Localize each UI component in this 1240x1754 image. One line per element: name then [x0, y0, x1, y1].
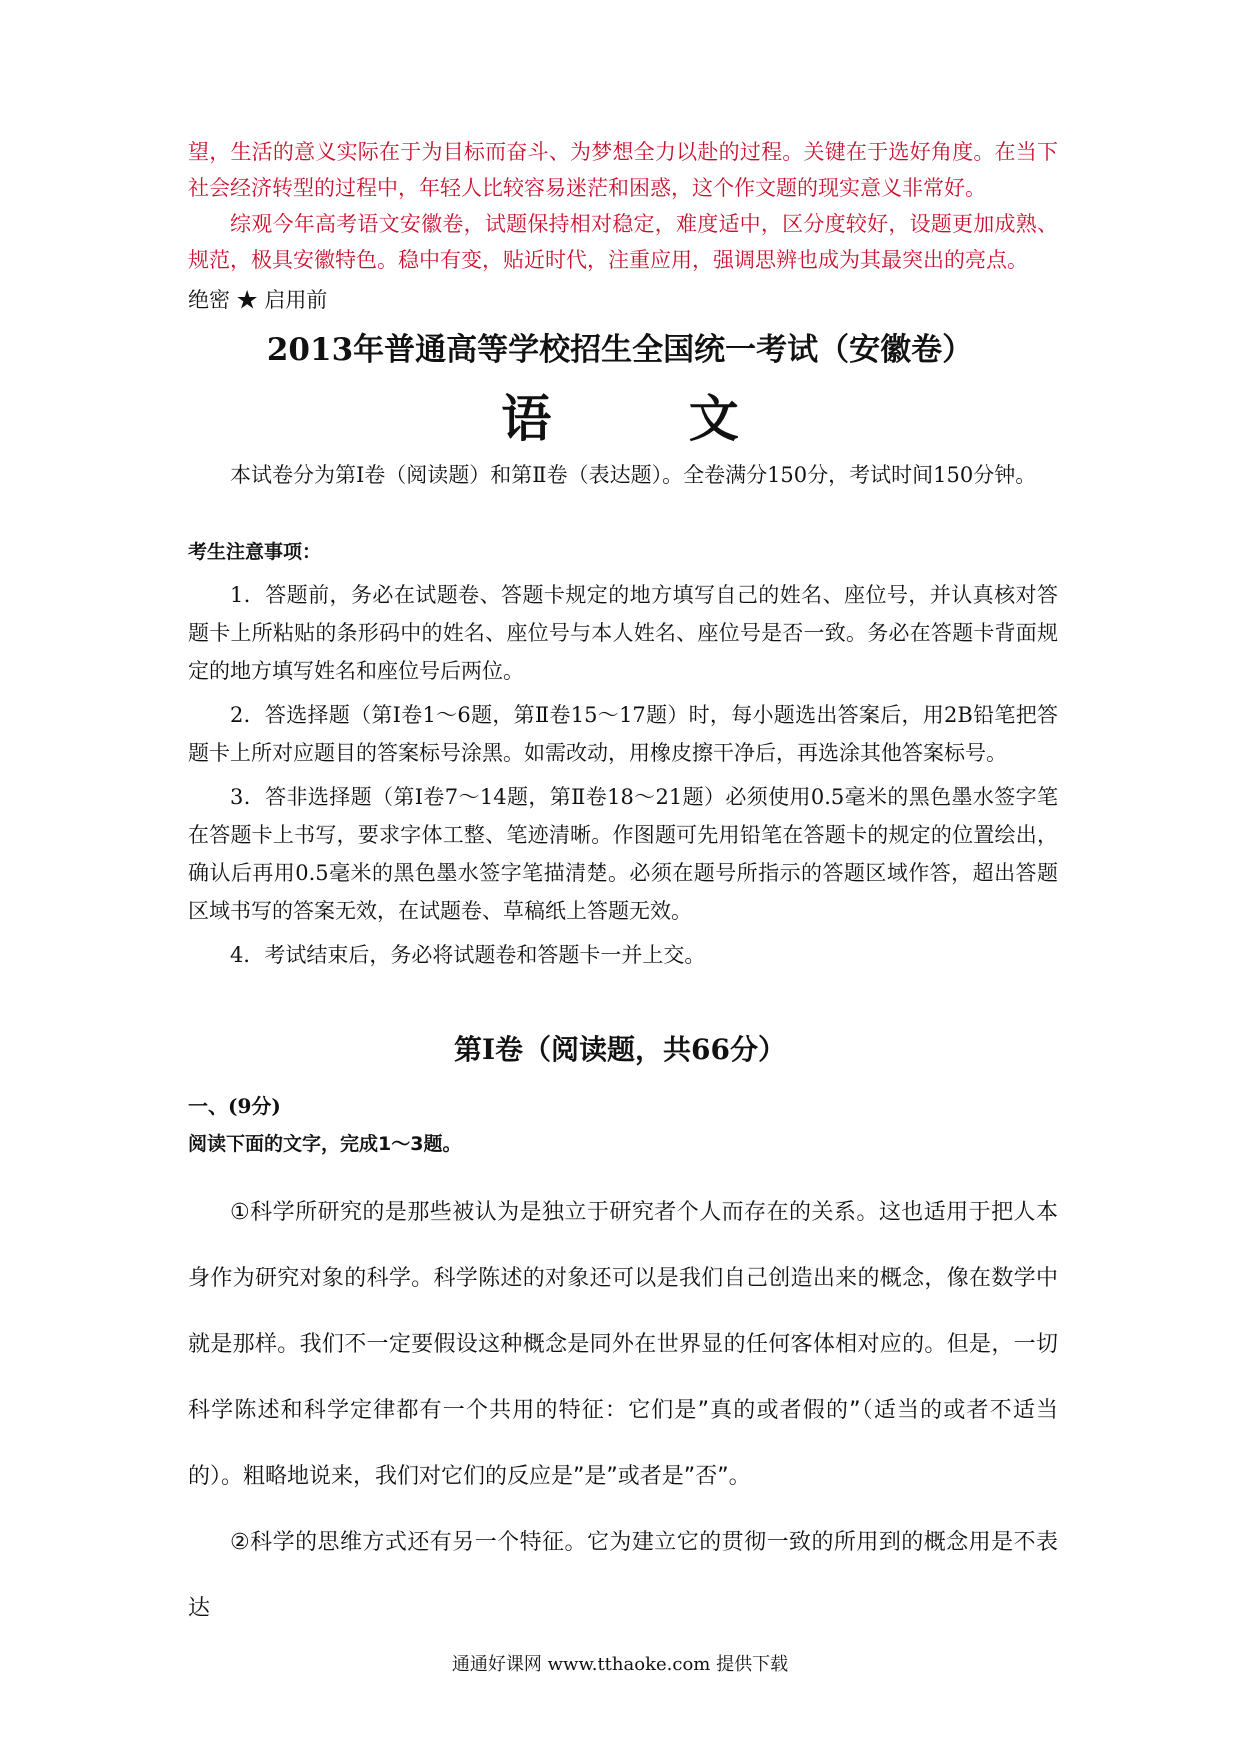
exam-title: 2013年普通高等学校招生全国统一考试（安徽卷）	[266, 332, 974, 368]
section-header-block	[188, 1088, 1058, 1162]
commentary-paragraph-1: 望，生活的意义实际在于为目标而奋斗、为梦想全力以赴的过程。关键在于选好角度。在当下社会经济转型的过程中，年轻人比较容易迷茫和困惑，这个作文题的现实意义非常好。	[188, 140, 1058, 200]
notice-block	[188, 534, 1058, 974]
footer-text: 通通好课网 www.tthaoke.com 提供下载	[451, 1654, 789, 1675]
passage-block	[188, 1180, 1058, 1642]
classification-label-block	[188, 282, 1058, 318]
section-title: 第Ⅰ卷（阅读题，共66分）	[453, 1033, 787, 1066]
intro-block	[188, 456, 1058, 494]
notice-item-1: 1．答题前，务必在试题卷、答题卡规定的地方填写自己的姓名、座位号，并认真核对答题卡上所粘贴的条形码中的姓名、座位号与本人姓名、座位号是否一致。务必在答题卡背面规定的地方填写姓名和座位号后两位。	[188, 583, 1058, 683]
exam-intro: 本试卷分为第Ⅰ卷（阅读题）和第Ⅱ卷（表达题）。全卷满分150分，考试时间150分钟。	[230, 463, 1037, 487]
notice-item-3: 3．答非选择题（第Ⅰ卷7～14题，第Ⅱ卷18～21题）必须使用0.5毫米的黑色墨水签字笔在答题卡上书写，要求字体工整、笔迹清晰。作图题可先用铅笔在答题卡的规定的位置绘出，确认后再用0.5毫米的黑色墨水签字笔描清楚。必须在题号所指示的答题区域作答，超出答题区域书写的答案无效，在试题卷、草稿纸上答题无效。	[188, 785, 1058, 923]
part-label: 一、(9分)	[188, 1094, 281, 1118]
commentary-paragraph-2: 综观今年高考语文安徽卷，试题保持相对稳定，难度适中，区分度较好，设题更加成熟、规范，极具安徽特色。稳中有变，贴近时代，注重应用，强调思辨也成为其最突出的亮点。	[188, 212, 1058, 272]
passage-paragraph-1: ①科学所研究的是那些被认为是独立于研究者个人而存在的关系。这也适用于把人本身作为研究对象的科学。科学陈述的对象还可以是我们自己创造出来的概念，像在数学中就是那样。我们不一定要假设这种概念是同外在世界显的任何客体相对应的。但是，一切科学陈述和科学定律都有一个共用的特征：它们是”真的或者假的”（适当的或者不适当的）。粗略地说来，我们对它们的反应是”是”或者是”否”。	[188, 1200, 1058, 1489]
subject-title: 语 文	[501, 389, 799, 448]
passage-paragraph-2: ②科学的思维方式还有另一个特征。它为建立它的贯彻一致的所用到的概念用是不表达	[188, 1530, 1058, 1621]
notice-item-4: 4．考试结束后，务必将试题卷和答题卡一并上交。	[230, 943, 706, 967]
reading-instruction: 阅读下面的文字，完成1～3题。	[188, 1133, 462, 1155]
notice-heading: 考生注意事项：	[188, 541, 322, 563]
notice-item-2: 2．答选择题（第Ⅰ卷1～6题，第Ⅱ卷15～17题）时，每小题选出答案后，用2B铅笔把答题卡上所对应题目的答案标号涂黑。如需改动，用橡皮擦干净后，再选涂其他答案标号。	[188, 703, 1058, 765]
commentary-block	[188, 134, 1058, 278]
classification-label: 绝密 ★ 启用前	[188, 288, 328, 312]
